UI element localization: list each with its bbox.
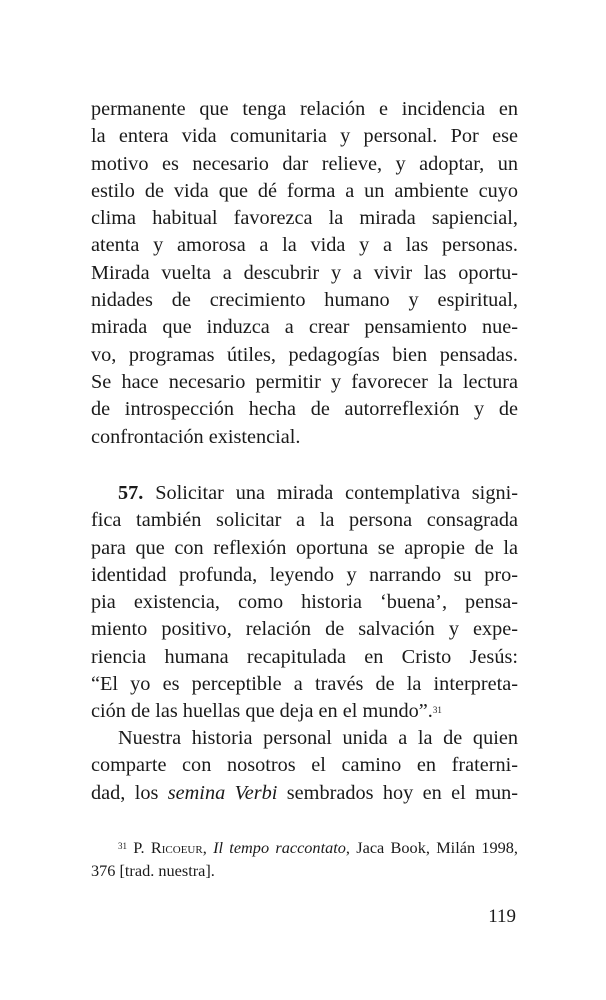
text-line: motivo es necesario dar relieve, y adoptar, un bbox=[91, 152, 518, 175]
text-line: confrontación existencial. bbox=[91, 425, 301, 448]
footnote-reference[interactable]: 31 bbox=[432, 705, 442, 716]
author-surname: Ricoeur bbox=[150, 838, 203, 857]
text-line: clima habitual favorezca la mirada sapiencial, bbox=[91, 207, 518, 230]
text-line: la entera vida comunitaria y personal. Por ese bbox=[91, 125, 518, 148]
text-fragment: Solicitar una mirada contemplativa signi- bbox=[143, 482, 518, 504]
page-number: 119 bbox=[488, 906, 516, 927]
paragraph-1 bbox=[91, 96, 518, 451]
text-line bbox=[91, 780, 518, 807]
text-fragment: P. bbox=[127, 838, 151, 857]
paragraph-3 bbox=[91, 725, 518, 807]
text-line: mirada que induzca a crear pensamiento nue- bbox=[91, 316, 518, 339]
text-line: para que con reflexión oportuna se apropie de la bbox=[91, 536, 518, 559]
text-fragment: ción de las huellas que deja en el mundo”. bbox=[91, 700, 433, 723]
paragraph-number: 57. bbox=[118, 482, 144, 504]
text-line: identidad profunda, leyendo y narrando su pro- bbox=[91, 563, 518, 586]
text-line: “El yo es perceptible a través de la interpreta- bbox=[91, 673, 518, 696]
text-line: atenta y amorosa a la vida y a las personas. bbox=[91, 234, 518, 257]
text-line: permanente que tenga relación e incidencia en bbox=[91, 98, 518, 120]
book-title: Il tempo raccontato bbox=[213, 838, 346, 857]
text-fragment: , bbox=[202, 838, 214, 857]
text-line: de introspección hecha de autorreflexión y de bbox=[91, 398, 518, 421]
footnote-number: 31 bbox=[118, 841, 127, 851]
text-line: fica también solicitar a la persona consagrada bbox=[91, 509, 518, 532]
text-fragment: dad, los bbox=[91, 781, 168, 804]
text-line bbox=[91, 698, 518, 725]
text-line: pia existencia, como historia ‘buena’, pensa- bbox=[91, 591, 518, 614]
footnote-line: 376 [trad. nuestra]. bbox=[91, 861, 215, 880]
text-line: riencia humana recapitulada en Cristo Jesús: bbox=[91, 645, 518, 668]
text-line: miento positivo, relación de salvación y expe- bbox=[91, 618, 518, 641]
text-line: nidades de crecimiento humano y espiritual, bbox=[91, 289, 518, 312]
text-line: Mirada vuelta a descubrir y a vivir las oportu- bbox=[91, 261, 518, 284]
text-line bbox=[91, 480, 518, 507]
paragraph-57 bbox=[91, 480, 518, 726]
text-fragment: sembrados hoy en el mun- bbox=[277, 781, 518, 804]
footnote bbox=[91, 836, 518, 882]
text-line: estilo de vida que dé forma a un ambiente cuyo bbox=[91, 179, 518, 202]
text-line: Se hace necesario permitir y favorecer la lectura bbox=[91, 370, 518, 393]
text-line: comparte con nosotros el camino en fraterni- bbox=[91, 754, 518, 777]
italic-term: semina Verbi bbox=[167, 781, 278, 804]
text-fragment: , Jaca Book, Milán 1998, bbox=[345, 838, 518, 857]
text-line: Nuestra historia personal unida a la de quien bbox=[118, 727, 518, 749]
footnote-line bbox=[91, 836, 518, 859]
text-line: vo, programas útiles, pedagogías bien pensadas. bbox=[91, 343, 518, 366]
